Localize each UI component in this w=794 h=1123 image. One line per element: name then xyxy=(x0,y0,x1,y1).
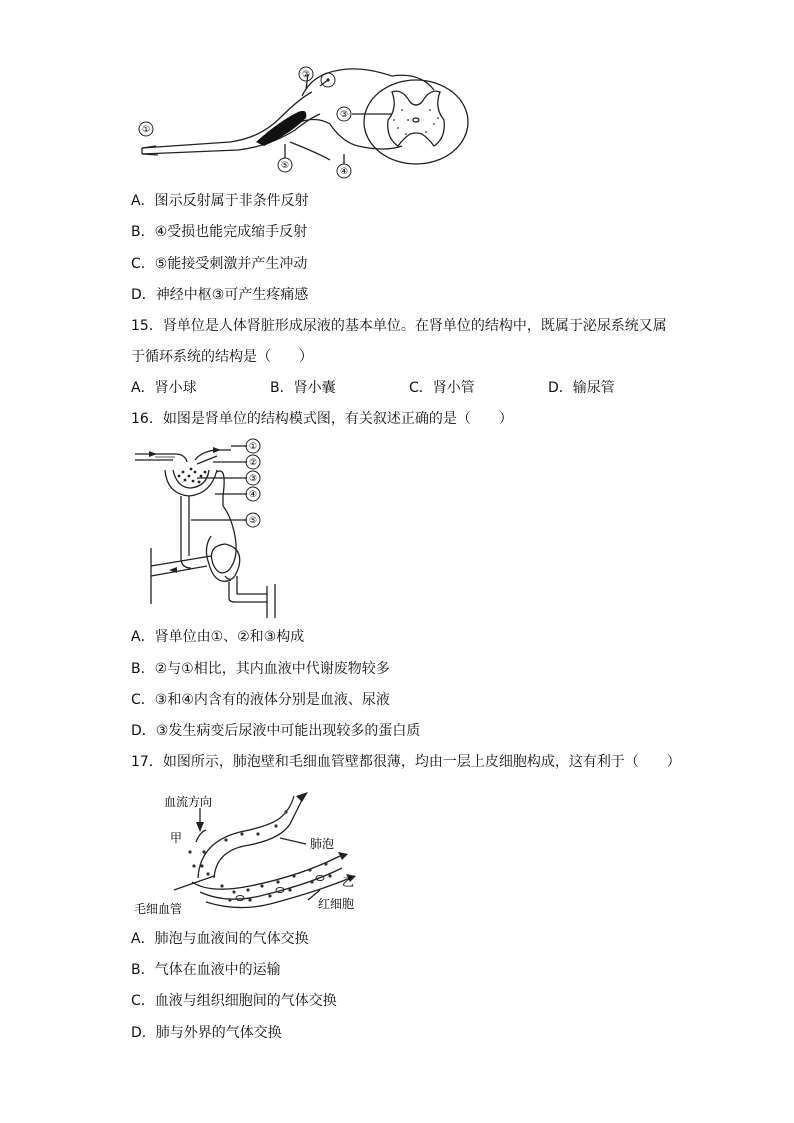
q15-option-d: D．输尿管 xyxy=(548,380,615,396)
fig16-label-4: ④ xyxy=(248,490,258,500)
nephron-figure xyxy=(135,436,285,618)
q15-option-a: A．肾小球 xyxy=(131,380,197,396)
reflex-arc-figure xyxy=(130,62,475,182)
q14-option-b: B．④受损也能完成缩手反射 xyxy=(131,224,308,240)
fig16-label-2: ② xyxy=(248,458,258,468)
q17-option-a: A．肺泡与血液间的气体交换 xyxy=(131,931,309,947)
fig17-capillary-label: 毛细血管 xyxy=(134,902,183,916)
q15-stem-line2: 于循环系统的结构是（ ） xyxy=(131,349,313,365)
q17-option-d: D．肺与外界的气体交换 xyxy=(131,1025,282,1041)
q16-stem: 16．如图是肾单位的结构模式图，有关叙述正确的是（ ） xyxy=(131,411,513,427)
alveolus-figure xyxy=(130,782,375,920)
fig17-flow-label: 血流方向 xyxy=(164,795,213,809)
q16-option-a: A．肾单位由①、②和③构成 xyxy=(131,629,305,645)
fig14-label-2: ② xyxy=(301,70,311,80)
q14-option-a: A．图示反射属于非条件反射 xyxy=(131,193,309,209)
fig14-label-3: ③ xyxy=(339,110,349,120)
q15-stem-line1: 15．肾单位是人体肾脏形成尿液的基本单位。在肾单位的结构中，既属于泌尿系统又属 xyxy=(131,318,667,334)
q17-option-b: B．气体在血液中的运输 xyxy=(131,962,281,978)
q16-option-d: D．③发生病变后尿液中可能出现较多的蛋白质 xyxy=(131,723,421,739)
q15-option-c: C．肾小管 xyxy=(409,380,475,396)
fig16-label-3: ③ xyxy=(248,474,258,484)
q17-option-c: C．血液与组织细胞间的气体交换 xyxy=(131,993,337,1009)
q14-option-d: D．神经中枢③可产生疼痛感 xyxy=(131,287,309,303)
fig14-label-1: ① xyxy=(141,125,151,135)
q16-option-b: B．②与①相比，其内血液中代谢废物较多 xyxy=(131,661,390,677)
fig14-label-5: ⑤ xyxy=(280,161,290,171)
fig14-label-4: ④ xyxy=(339,167,349,177)
q14-option-c: C．⑤能接受刺激并产生冲动 xyxy=(131,256,308,272)
fig16-label-5: ⑤ xyxy=(248,516,258,526)
fig17-alveolus-label: 肺泡 xyxy=(310,837,335,851)
fig16-label-1: ① xyxy=(248,442,258,452)
fig17-yi-label: 乙 xyxy=(342,875,355,889)
fig17-rbc-label: 红细胞 xyxy=(318,897,355,911)
q16-option-c: C．③和④内含有的液体分别是血液、尿液 xyxy=(131,692,390,708)
q15-option-b: B．肾小囊 xyxy=(270,380,336,396)
fig17-jia-label: 甲 xyxy=(170,831,183,845)
q17-stem: 17．如图所示，肺泡壁和毛细血管壁都很薄，均由一层上皮细胞构成，这有利于（ ） xyxy=(131,754,681,770)
